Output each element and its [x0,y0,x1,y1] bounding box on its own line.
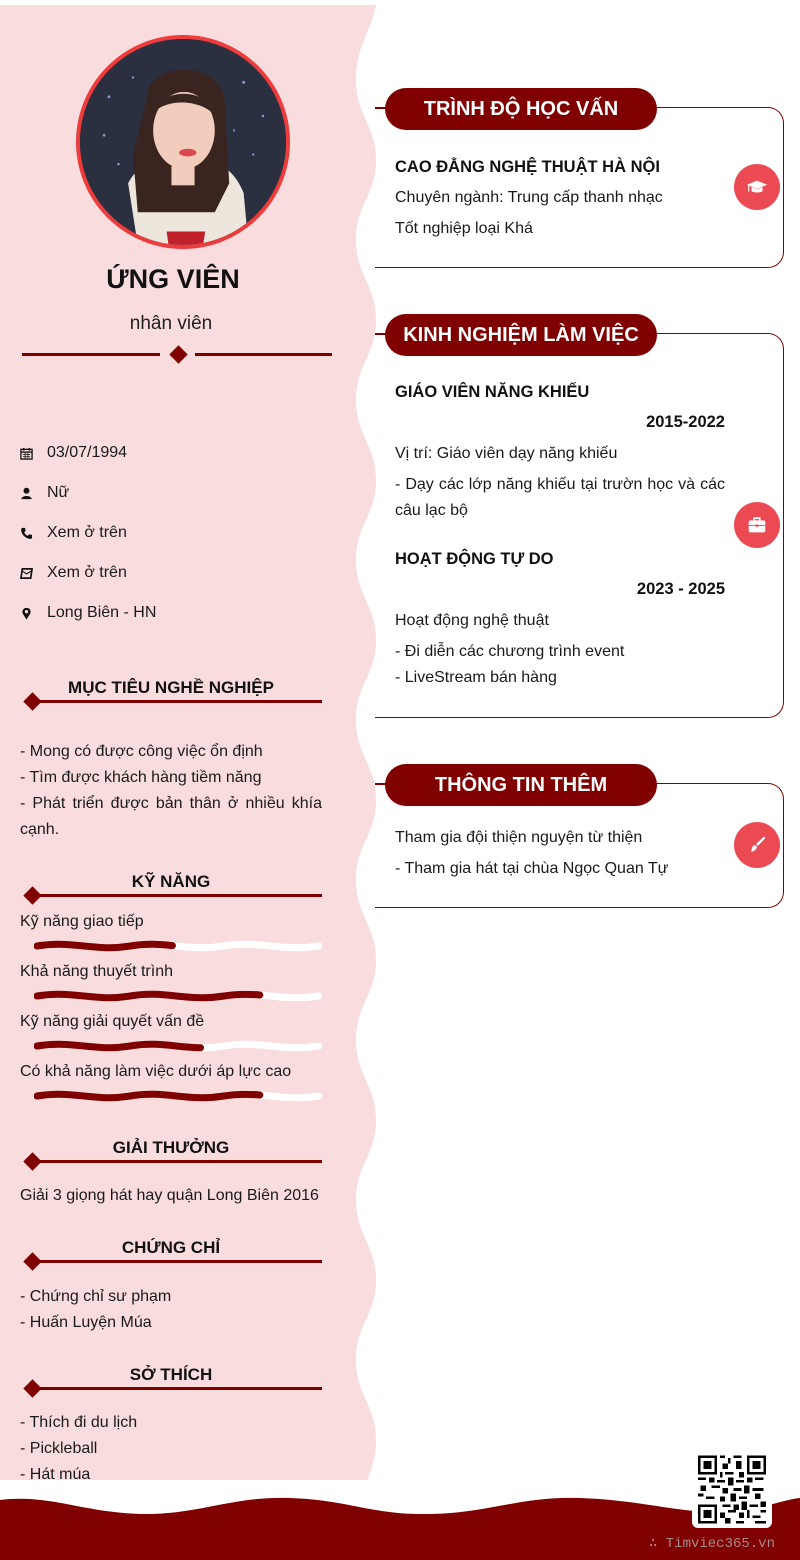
address-value: Long Biên - HN [47,604,157,621]
graduation-cap-icon [734,164,780,210]
section-header [20,678,322,708]
section-title: CHỨNG CHỈ [121,1238,221,1257]
location-icon [20,605,47,621]
skill-label: Kỹ năng giải quyết vấn đề [20,1013,205,1030]
job-detail: - Dạy các lớp năng khiếu tại trườn học và các câu lạc bộ [395,476,725,519]
contact-info [20,433,320,633]
education-content [395,154,725,242]
skill-label: Kỹ năng giao tiếp [20,913,144,930]
section-certificates [20,1238,322,1336]
contact-birthday [20,433,320,473]
education-result: Tốt nghiệp loại Khá [395,220,533,237]
briefcase-icon [734,502,780,548]
email-value: Xem ở trên [47,564,127,581]
experience-content [395,379,725,691]
skill-label: Có khả năng làm việc dưới áp lực cao [20,1063,292,1080]
section-title: SỞ THÍCH [129,1365,213,1384]
section-hobbies [20,1365,322,1488]
user-icon [20,485,47,501]
avatar-photo [80,39,286,245]
job-period: 2023 - 2025 [636,580,725,598]
phone-icon [20,525,47,541]
education-title: TRÌNH ĐỘ HỌC VẤN [385,88,657,130]
job-company: HOẠT ĐỘNG TỰ DO [395,550,554,568]
email-icon [20,565,47,581]
qr-code-icon [698,1455,766,1524]
skill-bar [20,1035,322,1059]
job-entry [395,546,725,691]
job-period: 2015-2022 [646,413,725,431]
brand-watermark[interactable]: ∴ Timviec365.vn [648,1536,775,1552]
sidebar [0,0,360,1490]
skill-bar [20,1085,322,1109]
calendar-icon [20,445,47,461]
candidate-role: nhân viên [129,313,213,334]
section-header [20,1138,322,1168]
additional-title: THÔNG TIN THÊM [385,764,657,806]
additional-content [395,825,725,882]
job-entry [395,379,725,524]
awards-text: Giải 3 giọng hát hay quận Long Biên 2016 [20,1187,319,1204]
job-detail: - Đi diễn các chương trình event [395,643,625,660]
gender-value: Nữ [47,484,70,501]
section-title: MỤC TIÊU NGHỀ NGHIỆP [68,678,274,697]
additional-line: Tham gia đội thiện nguyện từ thiện [395,829,643,846]
phone-value: Xem ở trên [47,524,127,541]
qr-code[interactable] [692,1451,772,1528]
education-major: Chuyên ngành: Trung cấp thanh nhạc [395,189,663,206]
section-objective [20,678,322,843]
paintbrush-icon [734,822,780,868]
section-skills [20,872,322,1109]
job-company: GIÁO VIÊN NĂNG KHIẾU [395,383,590,401]
objective-text: - Mong có được công việc ổn định - Tìm được khách hàng tiềm năng - Phát triển được bản thân ở nhiều khía cạnh. [20,743,322,838]
section-title: KỸ NĂNG [131,872,211,891]
candidate-name: ỨNG VIÊN [106,264,240,294]
section-header [20,1365,322,1395]
job-position: Vị trí: Giáo viên dạy năng khiếu [395,445,618,462]
section-awards [20,1138,322,1209]
skill-label: Khả năng thuyết trình [20,963,173,980]
contact-gender [20,473,320,513]
name-divider [22,345,332,365]
additional-line: - Tham gia hát tại chùa Ngọc Quan Tự [395,860,669,877]
avatar [76,35,290,249]
experience-title: KINH NGHIỆM LÀM VIỆC [385,314,657,356]
skill-bar [20,985,322,1009]
skill-bar [20,935,322,959]
section-header [20,872,322,902]
certificates-text: - Chứng chỉ sư phạm - Huấn Luyện Múa [20,1288,172,1331]
section-title: GIẢI THƯỞNG [112,1138,230,1157]
section-header [20,1238,322,1268]
contact-address [20,593,320,633]
job-detail: - LiveStream bán hàng [395,669,557,686]
school-name: CAO ĐẲNG NGHỆ THUẬT HÀ NỘI [395,158,660,176]
hobbies-text: - Thích đi du lịch - Pickleball - Hát múa [20,1414,138,1483]
contact-phone [20,513,320,553]
skills-list [20,909,322,1109]
job-position: Hoạt động nghệ thuật [395,612,549,629]
contact-email [20,553,320,593]
birthday-value: 03/07/1994 [47,444,128,461]
